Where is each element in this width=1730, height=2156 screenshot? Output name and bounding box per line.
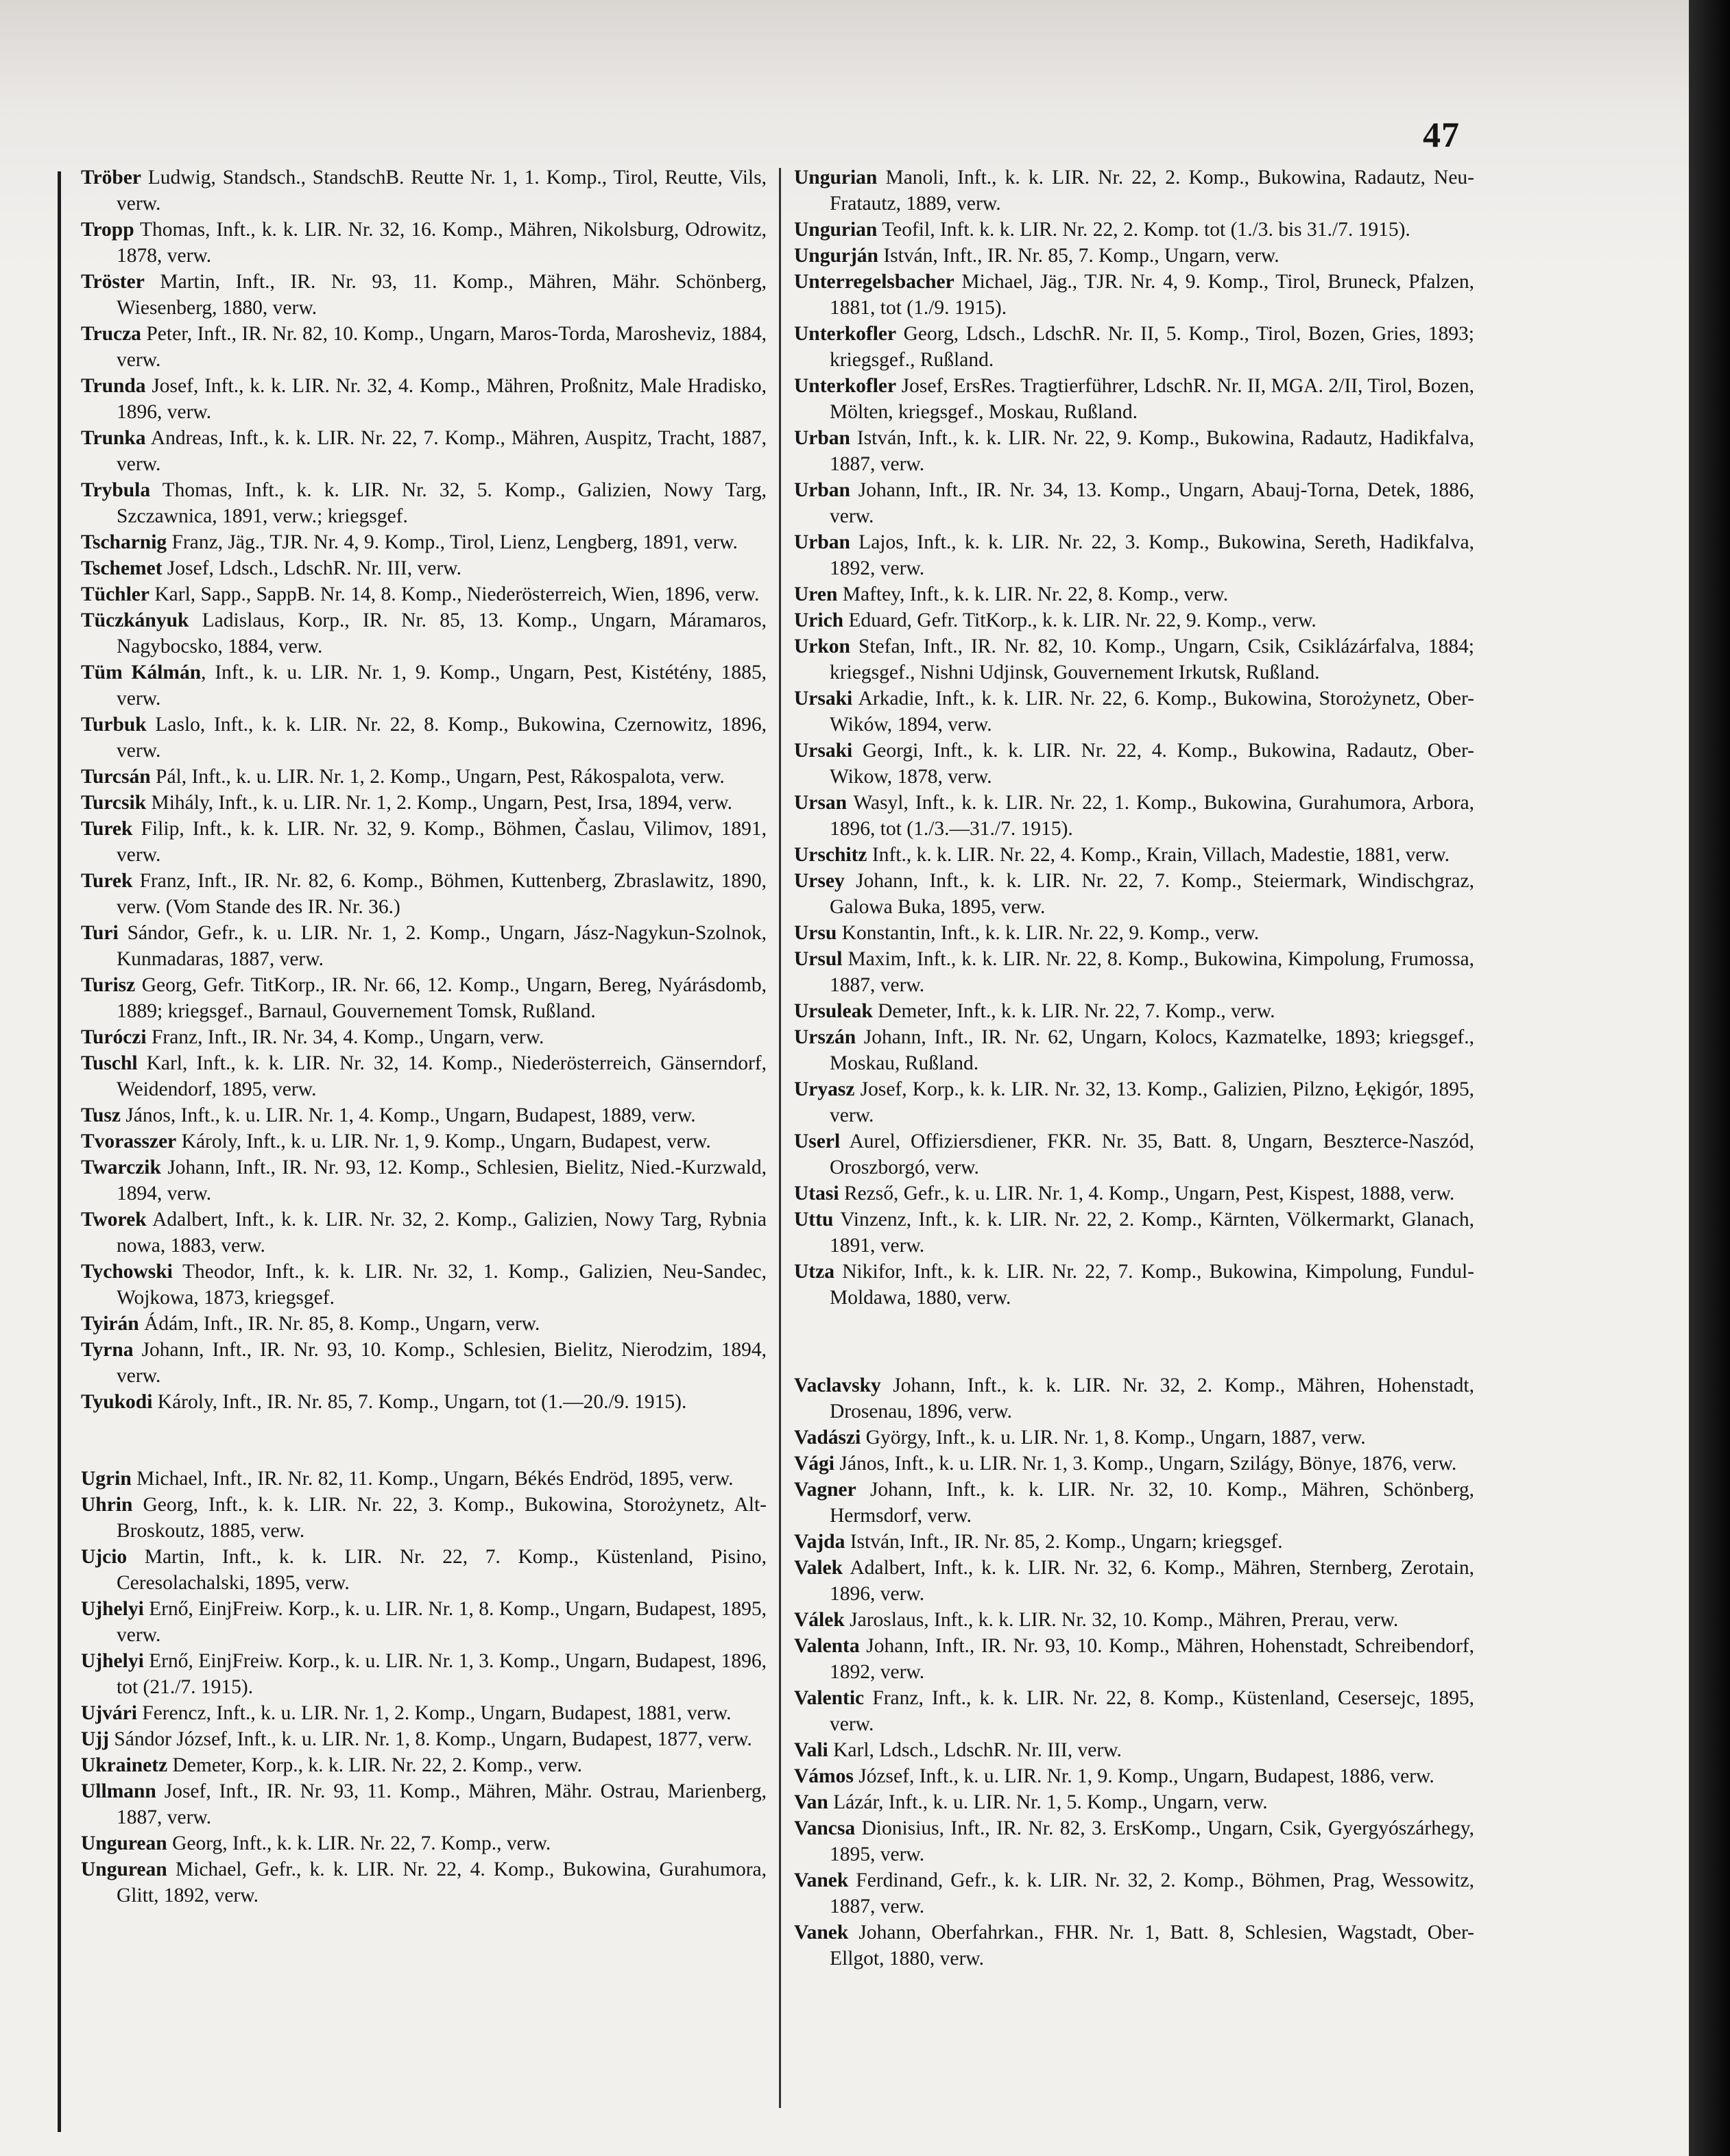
register-entry [794, 1451, 1474, 1477]
register-entry [794, 529, 1474, 581]
entry-surname: Userl [794, 1130, 841, 1152]
entry-details: Ferencz, Inft., k. u. LIR. Nr. 1, 2. Komp., Ungarn, Budapest, 1881, verw. [136, 1702, 732, 1724]
register-entry [81, 1830, 767, 1856]
register-entry [81, 425, 767, 477]
register-entry [81, 1700, 767, 1726]
entry-surname: Vajda [794, 1531, 845, 1553]
register-entry [81, 920, 767, 972]
entry-surname: Uren [794, 583, 838, 605]
entry-details: Johann, Inft., IR. Nr. 34, 13. Komp., Ungarn, Abauj-Torna, Detek, 1886, verw. [830, 479, 1474, 527]
entry-details: Ladislaus, Korp., IR. Nr. 85, 13. Komp., Ungarn, Máramaros, Nagybocsko, 1884, verw. [117, 609, 767, 657]
entry-details: Georg, Inft., k. k. LIR. Nr. 22, 7. Komp., verw. [167, 1832, 551, 1854]
entry-details: Johann, Oberfahrkan., FHR. Nr. 1, Batt. 8, Schlesien, Wagstadt, Ober-Ellgot, 1880, verw. [830, 1922, 1474, 1970]
entry-details: Nikifor, Inft., k. k. LIR. Nr. 22, 7. Komp., Bukowina, Kimpolung, Fundul-Moldawa, 1880, verw. [830, 1261, 1474, 1309]
register-entry [81, 659, 767, 712]
register-entry [794, 738, 1474, 790]
entry-details: Wasyl, Inft., k. k. LIR. Nr. 22, 1. Komp., Bukowina, Gurahumora, Arbora, 1896, tot (1./3.—31./7. 1915). [830, 792, 1474, 840]
entry-details: István, Inft., IR. Nr. 85, 7. Komp., Ungarn, verw. [878, 245, 1280, 267]
entry-details: Rezső, Gefr., k. u. LIR. Nr. 1, 4. Komp., Ungarn, Pest, Kispest, 1888, verw. [839, 1183, 1455, 1204]
register-entry [81, 555, 767, 581]
entry-surname: Tusz [81, 1104, 121, 1126]
entry-surname: Unterregelsbacher [794, 271, 954, 293]
register-entry [81, 607, 767, 659]
entry-surname: Turcsán [81, 766, 151, 788]
register-entry [81, 529, 767, 555]
entry-surname: Tyirán [81, 1313, 139, 1335]
entry-surname: Ursan [794, 792, 848, 814]
register-entry [81, 1544, 767, 1596]
register-entry [794, 217, 1474, 243]
entry-surname: Ungurian [794, 167, 878, 189]
left-column [81, 165, 767, 1909]
entry-details: Demeter, Inft., k. k. LIR. Nr. 22, 7. Komp., verw. [872, 1000, 1275, 1022]
entry-surname: Tychowski [81, 1261, 173, 1283]
register-entry [794, 633, 1474, 686]
entry-details: János, Inft., k. u. LIR. Nr. 1, 4. Komp., Ungarn, Budapest, 1889, verw. [120, 1104, 696, 1126]
entry-surname: Ungurean [81, 1832, 167, 1854]
page-number: 47 [1423, 116, 1460, 155]
entry-surname: Tüchler [81, 583, 149, 605]
entry-surname: Utza [794, 1261, 834, 1283]
entry-surname: Ullmann [81, 1780, 156, 1802]
entry-surname: Turek [81, 870, 133, 892]
entry-details: Johann, Inft., k. k. LIR. Nr. 32, 2. Komp., Mähren, Hohenstadt, Drosenau, 1896, verw. [830, 1374, 1474, 1422]
entry-surname: Urich [794, 609, 844, 631]
entry-details: Adalbert, Inft., k. k. LIR. Nr. 32, 6. Komp., Mähren, Sternberg, Zerotain, 1896, verw. [830, 1557, 1474, 1605]
register-entry [794, 868, 1474, 920]
entry-surname: Ursaki [794, 688, 853, 710]
entry-surname: Unterkofler [794, 375, 897, 397]
entry-surname: Vanek [794, 1869, 849, 1891]
entry-surname: Trucza [81, 323, 141, 345]
entry-surname: Tvorasszer [81, 1130, 177, 1152]
entry-details: Josef, Inft., k. k. LIR. Nr. 32, 4. Komp., Mähren, Proßnitz, Male Hradisko, 1896, verw. [117, 375, 767, 423]
entry-details: János, Inft., k. u. LIR. Nr. 1, 3. Komp., Ungarn, Szilágy, Bönye, 1876, verw. [834, 1453, 1457, 1475]
register-entry [794, 686, 1474, 738]
entry-details: Karl, Ldsch., LdschR. Nr. III, verw. [828, 1739, 1122, 1761]
entry-surname: Vági [794, 1453, 834, 1475]
register-entry [794, 1867, 1474, 1919]
entry-details: Georg, Gefr. TitKorp., IR. Nr. 66, 12. Komp., Ungarn, Bereg, Nyárásdomb, 1889; kriegsgef., Barnaul, Gouvernement Tomsk, Rußland. [117, 974, 767, 1022]
entry-details: Stefan, Inft., IR. Nr. 82, 10. Komp., Ungarn, Csik, Csiklázárfalva, 1884; kriegsgef., Nishni Udjinsk, Gouvernement Irkutsk, Rußland. [830, 635, 1474, 683]
entry-surname: Ursaki [794, 740, 853, 762]
register-entry [81, 1259, 767, 1311]
register-entry [81, 1492, 767, 1544]
entry-surname: Tropp [81, 219, 134, 241]
entry-details: Laslo, Inft., k. k. LIR. Nr. 22, 8. Komp., Bukowina, Czernowitz, 1896, verw. [117, 714, 767, 762]
right-column [794, 165, 1474, 1972]
entry-details: Johann, Inft., IR. Nr. 62, Ungarn, Kolocs, Kazmatelke, 1893; kriegsgef., Moskau, Rußland. [830, 1026, 1474, 1074]
entry-details: Inft., k. k. LIR. Nr. 22, 4. Komp., Krain, Villach, Madestie, 1881, verw. [867, 844, 1450, 866]
entry-surname: Tyukodi [81, 1391, 153, 1413]
entry-surname: Ursuleak [794, 1000, 873, 1022]
entry-details: Konstantin, Inft., k. k. LIR. Nr. 22, 9. Komp., verw. [837, 922, 1260, 944]
entry-surname: Utasi [794, 1183, 839, 1204]
register-entry [794, 581, 1474, 607]
entry-surname: Turisz [81, 974, 136, 996]
entry-details: Michael, Gefr., k. k. LIR. Nr. 22, 4. Komp., Bukowina, Gurahumora, Glitt, 1892, verw. [117, 1858, 767, 1906]
register-entry [794, 1815, 1474, 1867]
register-entry [794, 1737, 1474, 1763]
entry-surname: Tröster [81, 271, 145, 293]
entry-surname: Ursu [794, 922, 837, 944]
entry-details: Arkadie, Inft., k. k. LIR. Nr. 22, 6. Komp., Bukowina, Storożynetz, Ober-Wików, 1894, verw. [830, 688, 1474, 736]
entry-details: Pál, Inft., k. u. LIR. Nr. 1, 2. Komp., Ungarn, Pest, Rákospalota, verw. [150, 766, 725, 788]
entry-details: Johann, Inft., k. k. LIR. Nr. 22, 7. Komp., Steiermark, Windischgraz, Galowa Buka, 1895, verw. [830, 870, 1474, 918]
entry-details: Ernő, EinjFreiw. Korp., k. u. LIR. Nr. 1, 3. Komp., Ungarn, Budapest, 1896, tot (21./7. 1915). [117, 1650, 767, 1698]
entry-surname: Válek [794, 1609, 845, 1631]
entry-surname: Ujj [81, 1728, 109, 1750]
register-entry [794, 269, 1474, 321]
entry-details: Ludwig, Standsch., StandschB. Reutte Nr. 1, 1. Komp., Tirol, Reutte, Vils, verw. [117, 167, 767, 215]
entry-details: József, Inft., k. u. LIR. Nr. 1, 9. Komp., Ungarn, Budapest, 1886, verw. [853, 1765, 1434, 1787]
entry-surname: Unterkofler [794, 323, 897, 345]
register-entry [81, 269, 767, 321]
register-entry [794, 842, 1474, 868]
entry-details: Károly, Inft., IR. Nr. 85, 7. Komp., Ungarn, tot (1.—20./9. 1915). [152, 1391, 687, 1413]
entry-details: Mihály, Inft., k. u. LIR. Nr. 1, 2. Komp., Ungarn, Pest, Irsa, 1894, verw. [146, 792, 732, 814]
entry-details: Filip, Inft., k. k. LIR. Nr. 32, 9. Komp., Böhmen, Časlau, Vilimov, 1891, verw. [117, 818, 767, 866]
register-entry [81, 165, 767, 217]
register-entry [81, 1154, 767, 1207]
entry-details: Michael, Jäg., TJR. Nr. 4, 9. Komp., Tirol, Bruneck, Pfalzen, 1881, tot (1./9. 1915). [830, 271, 1474, 319]
entry-surname: Ungurian [794, 219, 878, 241]
register-entry [81, 1102, 767, 1128]
register-entry [794, 607, 1474, 633]
entry-surname: Tüm Kálmán [81, 662, 202, 683]
register-entry [794, 321, 1474, 373]
register-entry [794, 373, 1474, 425]
entry-surname: Ursey [794, 870, 845, 892]
register-entry [81, 1596, 767, 1648]
entry-details: Josef, Inft., IR. Nr. 93, 11. Komp., Mähren, Mähr. Ostrau, Marienberg, 1887, verw. [117, 1780, 767, 1828]
register-entry [81, 868, 767, 920]
register-entry [81, 764, 767, 790]
entry-details: Teofil, Inft. k. k. LIR. Nr. 22, 2. Komp. tot (1./3. bis 31./7. 1915). [877, 219, 1410, 241]
register-entry [794, 425, 1474, 477]
register-entry [81, 972, 767, 1024]
register-entry [794, 1919, 1474, 1972]
entry-details: , Inft., k. u. LIR. Nr. 1, 9. Komp., Ungarn, Pest, Kistétény, 1885, verw. [117, 662, 767, 710]
page-edge-shadow [1689, 0, 1730, 2156]
entry-surname: Vaclavsky [794, 1374, 881, 1396]
register-entry [794, 1607, 1474, 1633]
register-entry [81, 816, 767, 868]
entry-surname: Tyrna [81, 1339, 134, 1361]
entry-details: Sándor, Gefr., k. u. LIR. Nr. 1, 2. Komp., Ungarn, Jász-Nagykun-Szolnok, Kunmadaras, 1887, verw. [117, 922, 767, 970]
entry-details: Eduard, Gefr. TitKorp., k. k. LIR. Nr. 22, 9. Komp., verw. [843, 609, 1317, 631]
entry-details: Georg, Ldsch., LdschR. Nr. II, 5. Komp., Tirol, Bozen, Gries, 1893; kriegsgef., Rußland. [830, 323, 1474, 371]
entry-surname: Turi [81, 922, 119, 944]
register-entry [81, 1648, 767, 1700]
entry-surname: Turbuk [81, 714, 147, 736]
entry-details: Josef, Ldsch., LdschR. Nr. III, verw. [162, 557, 461, 579]
entry-surname: Ungurean [81, 1858, 167, 1880]
entry-details: Theodor, Inft., k. k. LIR. Nr. 32, 1. Komp., Galizien, Neu-Sandec, Wojkowa, 1873, kriegsgef. [117, 1261, 767, 1309]
register-entry [794, 165, 1474, 217]
register-entry [81, 1050, 767, 1102]
entry-surname: Ursul [794, 948, 843, 970]
register-entry [794, 920, 1474, 946]
entry-details: Martin, Inft., IR. Nr. 93, 11. Komp., Mähren, Mähr. Schönberg, Wiesenberg, 1880, verw. [117, 271, 767, 319]
entry-surname: Valentic [794, 1687, 865, 1709]
register-entry [794, 1076, 1474, 1128]
entry-details: Thomas, Inft., k. k. LIR. Nr. 32, 5. Komp., Galizien, Nowy Targ, Szczawnica, 1891, verw.; kriegsgef. [117, 479, 767, 527]
register-entry [81, 1726, 767, 1752]
entry-details: Ádám, Inft., IR. Nr. 85, 8. Komp., Ungarn, verw. [139, 1313, 540, 1335]
register-entry [794, 1477, 1474, 1529]
entry-surname: Tüczkányuk [81, 609, 189, 631]
entry-surname: Valek [794, 1557, 843, 1579]
entry-surname: Van [794, 1791, 828, 1813]
entry-surname: Uryasz [794, 1078, 855, 1100]
entry-details: Johann, Inft., k. k. LIR. Nr. 32, 10. Komp., Mähren, Schönberg, Hermsdorf, verw. [830, 1479, 1474, 1527]
entry-details: Demeter, Korp., k. k. LIR. Nr. 22, 2. Komp., verw. [167, 1754, 582, 1776]
register-entry [81, 217, 767, 269]
entry-surname: Trunka [81, 427, 146, 449]
entry-details: Károly, Inft., k. u. LIR. Nr. 1, 9. Komp., Ungarn, Budapest, verw. [176, 1130, 711, 1152]
entry-details: Johann, Inft., IR. Nr. 93, 10. Komp., Mähren, Hohenstadt, Schreibendorf, 1892, verw. [830, 1635, 1474, 1683]
register-entry [794, 243, 1474, 269]
entry-surname: Ujvári [81, 1702, 137, 1724]
entry-details: István, Inft., IR. Nr. 85, 2. Komp., Ungarn; kriegsgef. [845, 1531, 1283, 1553]
entry-surname: Trunda [81, 375, 146, 397]
entry-surname: Urszán [794, 1026, 856, 1048]
entry-surname: Tröber [81, 167, 141, 189]
register-entry [794, 946, 1474, 998]
register-entry [794, 1024, 1474, 1076]
entry-surname: Uttu [794, 1209, 834, 1231]
entry-details: Michael, Inft., IR. Nr. 82, 11. Komp., Ungarn, Békés Endröd, 1895, verw. [131, 1468, 734, 1490]
entry-details: Lázár, Inft., k. u. LIR. Nr. 1, 5. Komp., Ungarn, verw. [828, 1791, 1268, 1813]
entry-details: Peter, Inft., IR. Nr. 82, 10. Komp., Ungarn, Maros-Torda, Marosheviz, 1884, verw. [117, 323, 767, 371]
register-entry [794, 477, 1474, 529]
entry-surname: Urban [794, 531, 850, 553]
entry-surname: Urban [794, 479, 850, 501]
register-entry [794, 1372, 1474, 1425]
entry-details: Andreas, Inft., k. k. LIR. Nr. 22, 7. Komp., Mähren, Auspitz, Tracht, 1887, verw. [117, 427, 767, 475]
register-entry [81, 581, 767, 607]
entry-surname: Turek [81, 818, 133, 840]
entry-details: Karl, Inft., k. k. LIR. Nr. 32, 14. Komp., Niederösterreich, Gänserndorf, Weidendorf, 1895, verw. [117, 1052, 767, 1100]
register-entry [794, 1128, 1474, 1180]
entry-details: Vinzenz, Inft., k. k. LIR. Nr. 22, 2. Komp., Kärnten, Völkermarkt, Glanach, 1891, verw. [830, 1209, 1474, 1257]
register-entry [794, 1259, 1474, 1311]
entry-details: Maxim, Inft., k. k. LIR. Nr. 22, 8. Komp., Bukowina, Kimpolung, Frumossa, 1887, verw. [830, 948, 1474, 996]
entry-details: Dionisius, Inft., IR. Nr. 82, 3. ErsKomp., Ungarn, Csik, Gyergyószárhegy, 1895, verw. [830, 1817, 1474, 1865]
register-entry [794, 1633, 1474, 1685]
register-entry [81, 1024, 767, 1050]
entry-surname: Urkon [794, 635, 850, 657]
entry-details: Martin, Inft., k. k. LIR. Nr. 22, 7. Komp., Küstenland, Pisino, Ceresolachalski, 1895, verw. [117, 1546, 767, 1594]
register-entry [794, 1685, 1474, 1737]
register-entry [81, 1389, 767, 1415]
entry-details: Georgi, Inft., k. k. LIR. Nr. 22, 4. Komp., Bukowina, Radautz, Ober-Wikow, 1878, verw. [830, 740, 1474, 788]
entry-surname: Tschemet [81, 557, 163, 579]
register-entry [794, 998, 1474, 1024]
entry-details: Adalbert, Inft., k. k. LIR. Nr. 32, 2. Komp., Galizien, Nowy Targ, Rybnia nowa, 1883, verw. [117, 1209, 767, 1257]
register-entry [794, 1207, 1474, 1259]
binding-edge [58, 171, 61, 2132]
entry-surname: Urban [794, 427, 850, 449]
entry-surname: Vanek [794, 1922, 849, 1943]
register-entry [81, 1337, 767, 1389]
register-entry [81, 790, 767, 816]
entry-details: Josef, ErsRes. Tragtierführer, LdschR. Nr. II, MGA. 2/II, Tirol, Bozen, Mölten, kriegsgef., Moskau, Rußland. [830, 375, 1474, 423]
entry-surname: Ugrin [81, 1468, 132, 1490]
register-entry [81, 1778, 767, 1830]
register-entry [794, 1425, 1474, 1451]
register-entry [81, 321, 767, 373]
entry-details: Ferdinand, Gefr., k. k. LIR. Nr. 32, 2. Komp., Böhmen, Prag, Wessowitz, 1887, verw. [830, 1869, 1474, 1917]
entry-surname: Tuschl [81, 1052, 138, 1074]
register-entry [81, 1856, 767, 1909]
entry-surname: Twarczik [81, 1156, 161, 1178]
register-entry [81, 477, 767, 529]
entry-details: Lajos, Inft., k. k. LIR. Nr. 22, 3. Komp., Bukowina, Sereth, Hadikfalva, 1892, verw. [830, 531, 1474, 579]
entry-details: Maftey, Inft., k. k. LIR. Nr. 22, 8. Komp., verw. [837, 583, 1229, 605]
register-entry [794, 1529, 1474, 1555]
entry-details: Josef, Korp., k. k. LIR. Nr. 32, 13. Komp., Galizien, Pilzno, Łękigór, 1895, verw. [830, 1078, 1474, 1126]
entry-surname: Turóczi [81, 1026, 147, 1048]
entry-surname: Vancsa [794, 1817, 856, 1839]
entry-details: Ernő, EinjFreiw. Korp., k. u. LIR. Nr. 1, 8. Komp., Ungarn, Budapest, 1895, verw. [117, 1598, 767, 1646]
entry-surname: Ukrainetz [81, 1754, 168, 1776]
register-entry [794, 1180, 1474, 1207]
entry-details: Manoli, Inft., k. k. LIR. Nr. 22, 2. Komp., Bukowina, Radautz, Neu-Fratautz, 1889, verw. [830, 167, 1474, 215]
entry-surname: Urschitz [794, 844, 867, 866]
entry-details: Franz, Inft., k. k. LIR. Nr. 22, 8. Komp., Küstenland, Cesersejc, 1895, verw. [830, 1687, 1474, 1735]
register-entry [81, 712, 767, 764]
entry-details: Karl, Sapp., SappB. Nr. 14, 8. Komp., Niederösterreich, Wien, 1896, verw. [149, 583, 760, 605]
register-entry [794, 1789, 1474, 1815]
entry-surname: Vali [794, 1739, 828, 1761]
entry-surname: Vadászi [794, 1427, 861, 1449]
entry-surname: Ujhelyi [81, 1598, 144, 1620]
column-divider [779, 168, 781, 2108]
entry-surname: Uhrin [81, 1494, 133, 1516]
entry-surname: Tscharnig [81, 531, 167, 553]
entry-details: Johann, Inft., IR. Nr. 93, 10. Komp., Schlesien, Bielitz, Nierodzim, 1894, verw. [117, 1339, 767, 1387]
register-entry [81, 1207, 767, 1259]
register-entry [81, 1128, 767, 1154]
entry-surname: Tworek [81, 1209, 147, 1231]
entry-details: Aurel, Offiziersdiener, FKR. Nr. 35, Batt. 8, Ungarn, Beszterce-Naszód, Oroszborgó, verw. [830, 1130, 1474, 1178]
entry-surname: Ungurján [794, 245, 878, 267]
entry-details: Thomas, Inft., k. k. LIR. Nr. 32, 16. Komp., Mähren, Nikolsburg, Odrowitz, 1878, verw. [117, 219, 767, 267]
entry-details: György, Inft., k. u. LIR. Nr. 1, 8. Komp., Ungarn, 1887, verw. [861, 1427, 1366, 1449]
register-entry [794, 1555, 1474, 1607]
register-entry [81, 1466, 767, 1492]
register-entry [81, 373, 767, 425]
register-entry [81, 1752, 767, 1778]
entry-details: Johann, Inft., IR. Nr. 93, 12. Komp., Schlesien, Bielitz, Nied.-Kurzwald, 1894, verw. [117, 1156, 767, 1204]
register-entry [81, 1311, 767, 1337]
register-entry [794, 1763, 1474, 1789]
entry-surname: Turcsik [81, 792, 147, 814]
entry-surname: Trybula [81, 479, 151, 501]
entry-surname: Vámos [794, 1765, 854, 1787]
entry-details: Georg, Inft., k. k. LIR. Nr. 22, 3. Komp., Bukowina, Storożynetz, Alt-Broskoutz, 1885, verw. [117, 1494, 767, 1542]
entry-surname: Ujhelyi [81, 1650, 144, 1672]
entry-surname: Ujcio [81, 1546, 128, 1568]
entry-details: István, Inft., k. k. LIR. Nr. 22, 9. Komp., Bukowina, Radautz, Hadikfalva, 1887, verw. [830, 427, 1474, 475]
register-entry [794, 790, 1474, 842]
entry-surname: Vagner [794, 1479, 856, 1501]
entry-details: Sándor József, Inft., k. u. LIR. Nr. 1, 8. Komp., Ungarn, Budapest, 1877, verw. [108, 1728, 752, 1750]
entry-details: Jaroslaus, Inft., k. k. LIR. Nr. 32, 10. Komp., Mähren, Prerau, verw. [844, 1609, 1399, 1631]
entry-surname: Valenta [794, 1635, 860, 1657]
entry-details: Franz, Inft., IR. Nr. 82, 6. Komp., Böhmen, Kuttenberg, Zbraslawitz, 1890, verw. (Vom Stande des IR. Nr. 36.) [117, 870, 767, 918]
entry-details: Franz, Inft., IR. Nr. 34, 4. Komp., Ungarn, verw. [146, 1026, 544, 1048]
entry-details: Franz, Jäg., TJR. Nr. 4, 9. Komp., Tirol, Lienz, Lengberg, 1891, verw. [167, 531, 738, 553]
